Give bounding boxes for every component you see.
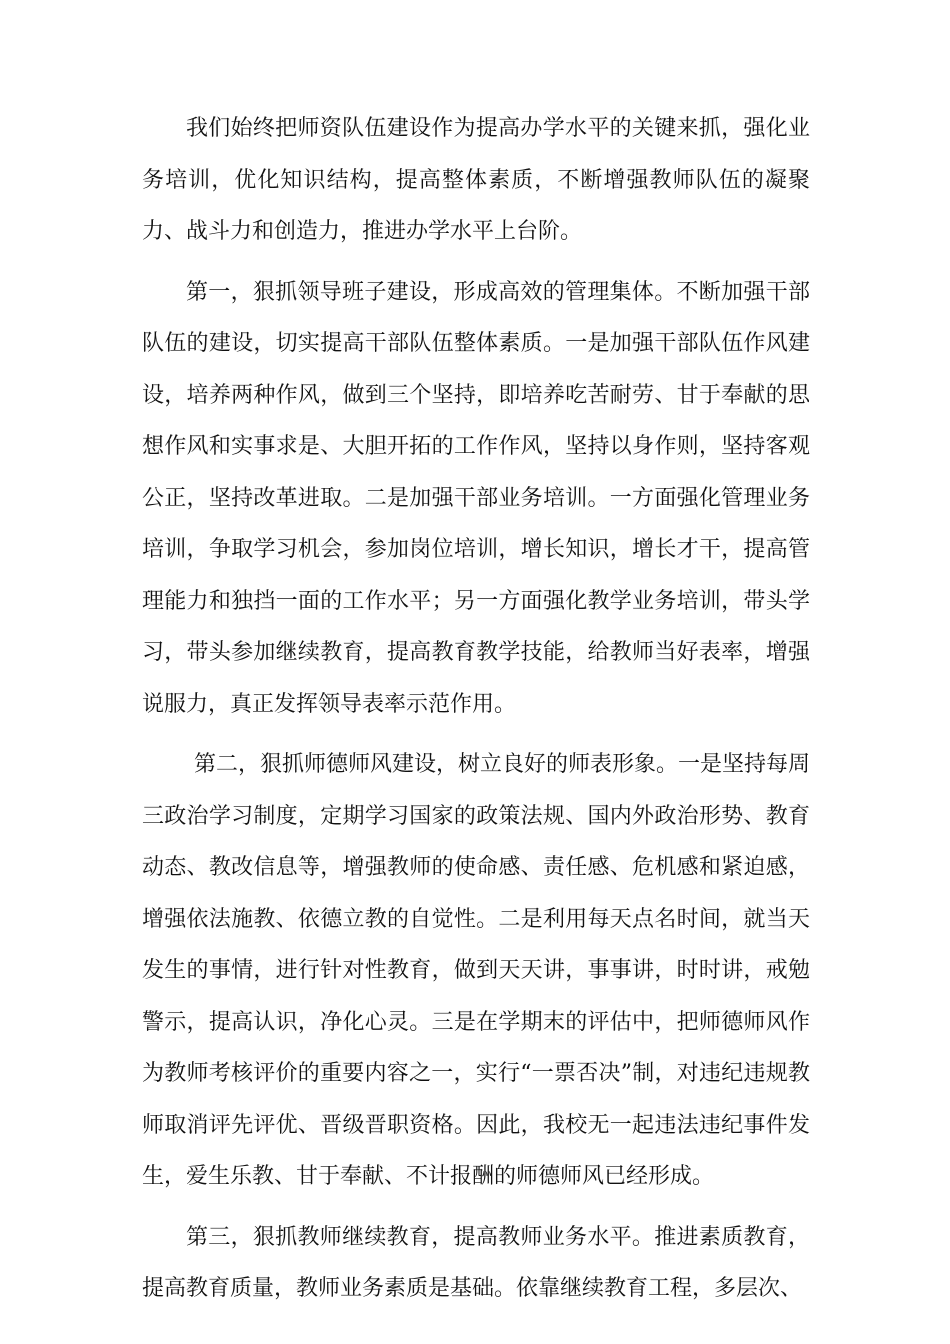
paragraph-third: 第三，狠抓教师继续教育，提高教师业务水平。推进素质教育，提高教育质量，教师业务素质是基础。依靠继续教育工程，多层次、 xyxy=(142,1224,810,1301)
document-body xyxy=(142,103,810,1324)
paragraph-first: 第一，狠抓领导班子建设，形成高效的管理集体。不断加强干部队伍的建设，切实提高干部队伍整体素质。一是加强干部队伍作风建设，培养两种作风，做到三个坚持，即培养吃苦耐劳、甘于奉献的思想作风和实事求是、大胆开拓的工作作风，坚持以身作则，坚持客观公正，坚持改革进取。二是加强干部业务培训。一方面强化管理业务培训，争取学习机会，参加岗位培训，增长知识，增长才干，提高管理能力和独挡一面的工作水平；另一方面强化教学业务培训，带头学习，带头参加继续教育，提高教育教学技能，给教师当好表率，增强说服力，真正发挥领导表率示范作用。 xyxy=(142,279,810,717)
paragraph-second: 第二，狠抓师德师风建设，树立良好的师表形象。一是坚持每周三政治学习制度，定期学习国家的政策法规、国内外政治形势、教育动态、教改信息等，增强教师的使命感、责任感、危机感和紧迫感，增强依法施教、依德立教的自觉性。二是利用每天点名时间，就当天发生的事情，进行针对性教育，做到天天讲，事事讲，时时讲，戒勉警示，提高认识，净化心灵。三是在学期末的评估中，把师德师风作为教师考核评价的重要内容之一，实行“一票否决”制，对违纪违规教师取消评先评优、晋级晋职资格。因此，我校无一起违法违纪事件发生，爱生乐教、甘于奉献、不计报酬的师德师风已经形成。 xyxy=(142,752,811,1189)
paragraph-intro: 我们始终把师资队伍建设作为提高办学水平的关键来抓，强化业务培训，优化知识结构，提高整体素质，不断增强教师队伍的凝聚力、战斗力和创造力，推进办学水平上台阶。 xyxy=(142,116,810,244)
